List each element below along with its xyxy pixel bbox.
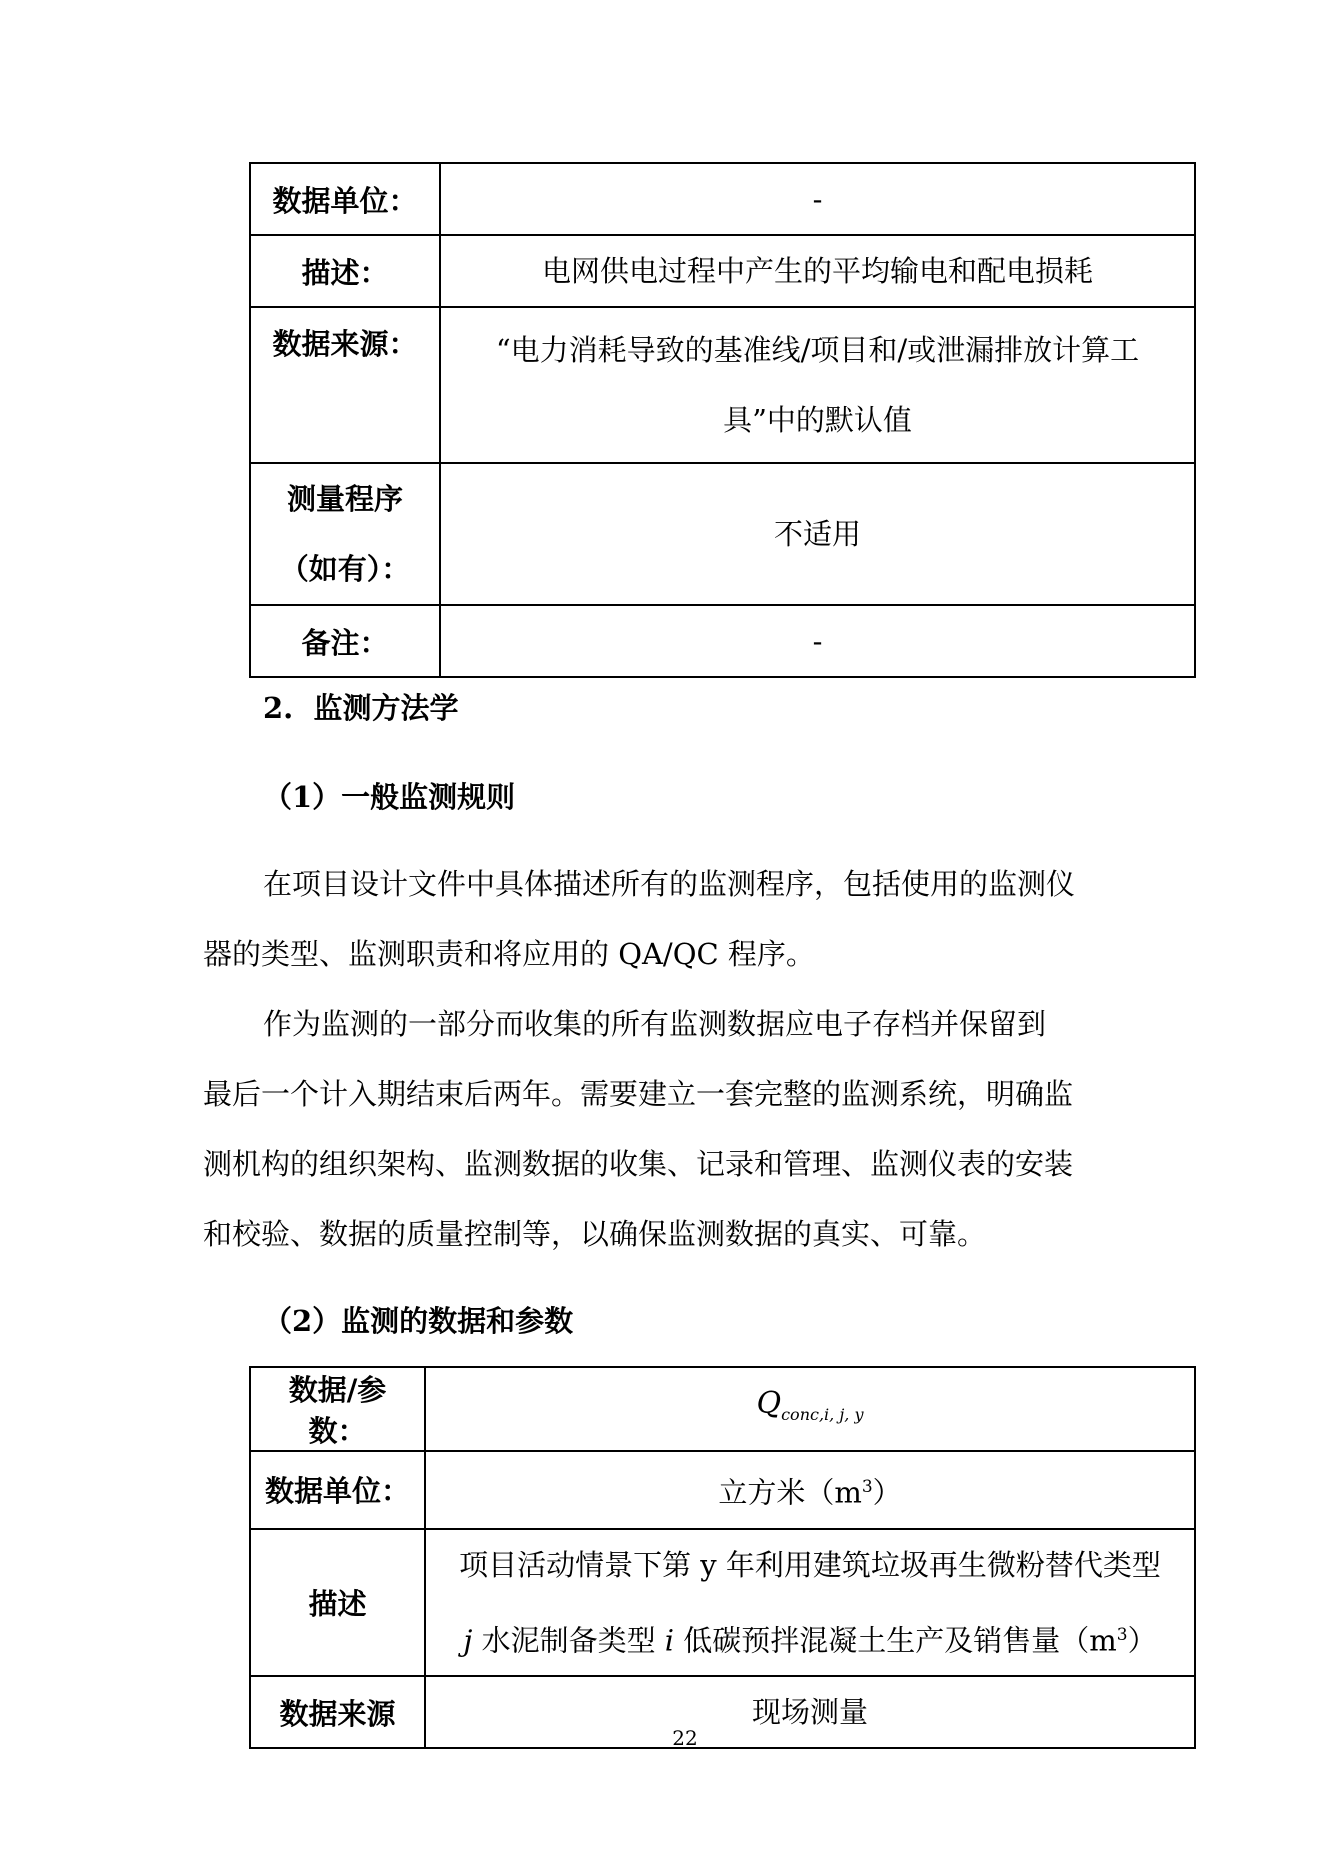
- row-value-measurement-procedure: 不适用: [440, 463, 1195, 605]
- row-value-data-unit: -: [440, 163, 1195, 235]
- table-row: [250, 605, 1195, 677]
- row-value-description: [425, 1529, 1195, 1677]
- row-key-parameter: 数据/参数：: [250, 1367, 425, 1451]
- data-source-line-1: “电力消耗导致的基准线/项目和/或泄漏排放计算工: [495, 333, 1140, 367]
- data-source-line-2: 具”中的默认值: [723, 403, 912, 437]
- parameter-table-1: [249, 162, 1196, 678]
- description-line-2: [436, 1600, 1184, 1676]
- paragraph-line: 在项目设计文件中具体描述所有的监测程序，包括使用的监测仪: [263, 867, 1076, 901]
- row-key-data-source: 数据来源：: [250, 307, 440, 463]
- table-row: [250, 235, 1195, 307]
- row-value-remarks: -: [440, 605, 1195, 677]
- formula-subscript: conc,i, j, y: [781, 1404, 864, 1424]
- row-key-data-source: 数据来源: [250, 1676, 425, 1748]
- parameter-table-2: [249, 1366, 1196, 1749]
- page-number: 22: [672, 1726, 698, 1750]
- table-row: [250, 1529, 1195, 1677]
- row-value-data-unit: [425, 1451, 1195, 1529]
- measurement-procedure-key-line-2: （如有）：: [279, 552, 411, 586]
- row-key-data-unit: 数据单位：: [250, 1451, 425, 1529]
- description-superscript: 3: [1116, 1624, 1128, 1645]
- subsection-heading-data-parameters: （2）监测的数据和参数: [263, 1304, 574, 1338]
- measurement-procedure-key-line-1: 测量程序: [286, 482, 403, 516]
- description-close: ）: [1127, 1623, 1157, 1658]
- description-mid: 水泥制备类型: [472, 1623, 665, 1658]
- unit-close: ）: [872, 1475, 902, 1510]
- paragraph-monitoring-procedures: [203, 849, 1143, 989]
- row-value-parameter-formula: [425, 1367, 1195, 1451]
- subsection-heading-general-rules: （1）一般监测规则: [263, 780, 516, 814]
- unit-text: 立方米（m: [718, 1475, 862, 1510]
- row-value-description: 电网供电过程中产生的平均输电和配电损耗: [440, 235, 1195, 307]
- row-value-data-source: [440, 307, 1195, 463]
- paragraph-line: 器的类型、监测职责和将应用的 QA/QC 程序。: [203, 937, 815, 971]
- table-row: [250, 463, 1195, 605]
- table-row: [250, 307, 1195, 463]
- paragraph-data-archiving: [203, 989, 1143, 1269]
- unit-superscript: 3: [861, 1477, 873, 1497]
- row-key-description: 描述：: [250, 235, 440, 307]
- row-value-data-source: 现场测量: [425, 1676, 1195, 1748]
- description-tail: 低碳预拌混凝土生产及销售量（m: [674, 1623, 1117, 1658]
- paragraph-line: 测机构的组织架构、监测数据的收集、记录和管理、监测仪表的安装: [203, 1147, 1074, 1181]
- description-line-1: 项目活动情景下第 y 年利用建筑垃圾再生微粉替代类型: [459, 1547, 1161, 1582]
- row-key-data-unit: 数据单位：: [250, 163, 440, 235]
- row-key-measurement-procedure: [250, 463, 440, 605]
- section-heading-monitoring-methodology: 2. 监测方法学: [263, 691, 459, 725]
- row-key-description: 描述: [250, 1529, 425, 1677]
- paragraph-line: 最后一个计入期结束后两年。需要建立一套完整的监测系统，明确监: [203, 1077, 1074, 1111]
- formula-symbol: Q: [756, 1386, 782, 1422]
- paragraph-line: 和校验、数据的质量控制等，以确保监测数据的真实、可靠。: [203, 1217, 987, 1251]
- var-j: j: [463, 1623, 473, 1658]
- row-key-remarks: 备注：: [250, 605, 440, 677]
- table-row: [250, 1451, 1195, 1529]
- paragraph-line: 作为监测的一部分而收集的所有监测数据应电子存档并保留到: [263, 1007, 1047, 1041]
- table-row: [250, 1367, 1195, 1451]
- table-row: [250, 163, 1195, 235]
- var-i: i: [664, 1623, 675, 1658]
